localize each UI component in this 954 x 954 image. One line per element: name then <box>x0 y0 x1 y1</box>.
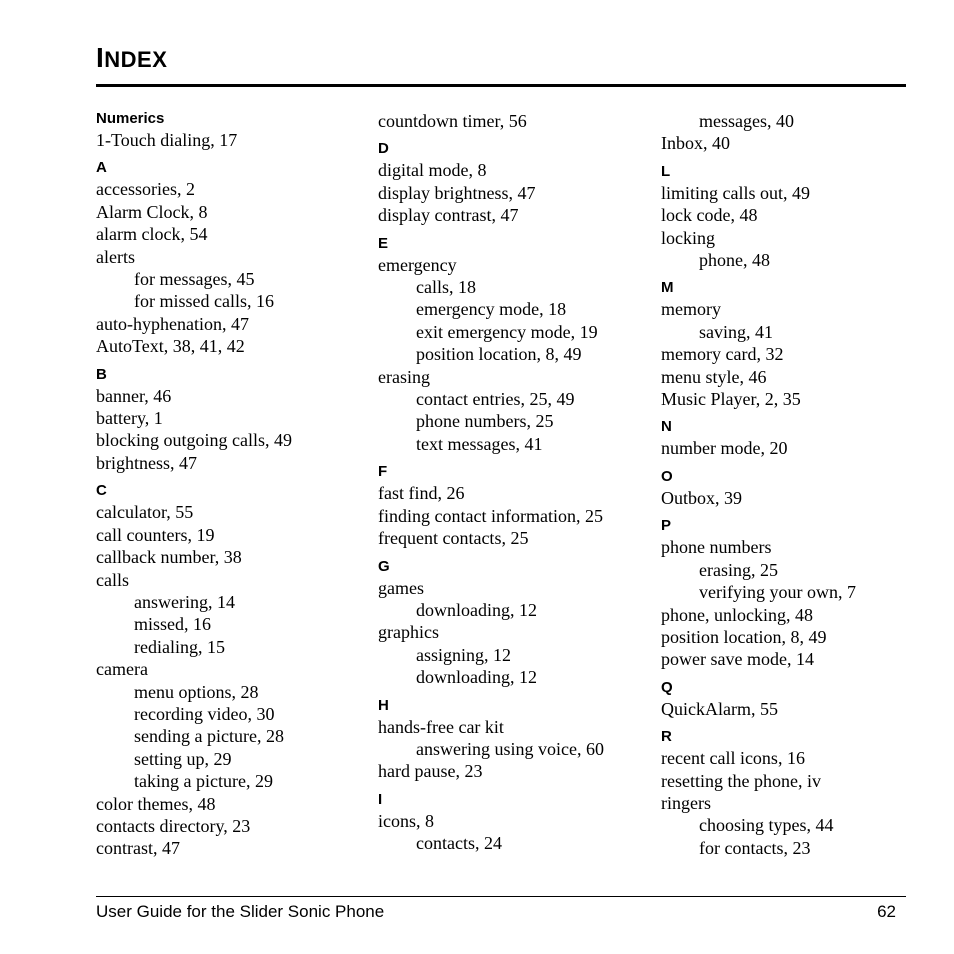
index-entry: alarm clock, 54 <box>96 224 208 245</box>
index-subentry: setting up, 29 <box>134 748 232 769</box>
index-entry: Inbox, 40 <box>661 133 730 154</box>
index-entry: menu style, 46 <box>661 366 767 387</box>
index-subentry: erasing, 25 <box>699 559 778 580</box>
index-entry: lock code, 48 <box>661 205 758 226</box>
index-subentry: assigning, 12 <box>416 644 512 665</box>
index-section-heading: Numerics <box>96 110 165 127</box>
index-entry: contrast, 47 <box>96 838 180 859</box>
index-entry: accessories, 2 <box>96 179 195 200</box>
index-subentry: missed, 16 <box>134 614 212 635</box>
index-section-heading: H <box>378 696 389 714</box>
index-entry: Music Player, 2, 35 <box>661 389 801 410</box>
index-subentry: exit emergency mode, 19 <box>416 321 598 342</box>
page-title <box>96 42 167 74</box>
index-entry: memory <box>661 299 721 320</box>
index-entry: calls <box>96 569 129 590</box>
index-section-heading: R <box>661 728 672 746</box>
index-subentry: for contacts, 23 <box>699 837 811 858</box>
index-entry: phone, unlocking, 48 <box>661 604 813 625</box>
index-entry: camera <box>96 659 148 680</box>
index-subentry: answering, 14 <box>134 591 235 612</box>
index-entry: resetting the phone, iv <box>661 770 821 791</box>
index-entry: auto-hyphenation, 47 <box>96 313 249 334</box>
index-entry: memory card, 32 <box>661 344 784 365</box>
index-subentry: answering using voice, 60 <box>416 738 604 759</box>
index-entry: QuickAlarm, 55 <box>661 698 778 719</box>
index-entry: call counters, 19 <box>96 524 215 545</box>
index-entry: graphics <box>378 622 439 643</box>
index-entry: ringers <box>661 792 711 813</box>
index-entry: power save mode, 14 <box>661 649 814 670</box>
index-entry: brightness, 47 <box>96 452 197 473</box>
index-entry: callback number, 38 <box>96 547 242 568</box>
index-subentry: sending a picture, 28 <box>134 726 284 747</box>
index-entry: finding contact information, 25 <box>378 505 603 526</box>
index-subentry: choosing types, 44 <box>699 815 834 836</box>
index-entry: AutoText, 38, 41, 42 <box>96 336 245 357</box>
page-footer <box>96 902 896 922</box>
index-subentry: verifying your own, 7 <box>699 582 856 603</box>
index-entry: games <box>378 577 424 598</box>
index-subentry: redialing, 15 <box>134 636 225 657</box>
index-column-2 <box>378 110 658 855</box>
index-subentry: recording video, 30 <box>134 703 275 724</box>
index-entry: color themes, 48 <box>96 793 216 814</box>
index-entry: contacts directory, 23 <box>96 815 251 836</box>
index-entry: frequent contacts, 25 <box>378 528 529 549</box>
index-entry: emergency <box>378 254 457 275</box>
index-entry: hard pause, 23 <box>378 761 483 782</box>
index-entry: display brightness, 47 <box>378 182 536 203</box>
index-entry: position location, 8, 49 <box>661 626 827 647</box>
index-section-heading: I <box>378 790 383 808</box>
index-entry: phone numbers <box>661 537 772 558</box>
index-entry: calculator, 55 <box>96 502 194 523</box>
index-entry: recent call icons, 16 <box>661 748 805 769</box>
index-column-3 <box>661 110 941 859</box>
index-subentry: saving, 41 <box>699 321 773 342</box>
index-entry: battery, 1 <box>96 408 163 429</box>
index-entry: Outbox, 39 <box>661 487 742 508</box>
index-section-heading: P <box>661 517 672 535</box>
index-section-heading: B <box>96 365 107 383</box>
index-entry: display contrast, 47 <box>378 205 519 226</box>
index-section-heading: D <box>378 140 389 158</box>
page-title-initial: I <box>96 42 105 73</box>
index-section-heading: O <box>661 467 673 485</box>
index-entry: limiting calls out, 49 <box>661 182 810 203</box>
index-subentry: menu options, 28 <box>134 681 259 702</box>
index-section-heading: M <box>661 279 674 297</box>
index-entry: Alarm Clock, 8 <box>96 201 208 222</box>
index-subentry: messages, 40 <box>699 111 794 131</box>
index-entry: banner, 46 <box>96 385 172 406</box>
index-subentry: contact entries, 25, 49 <box>416 389 575 410</box>
index-section-heading: E <box>378 234 389 252</box>
index-column-1 <box>96 110 376 860</box>
index-entry: blocking outgoing calls, 49 <box>96 430 292 451</box>
index-subentry: downloading, 12 <box>416 599 537 620</box>
index-entry: countdown timer, 56 <box>378 111 527 131</box>
index-subentry: contacts, 24 <box>416 833 502 854</box>
index-entry: erasing <box>378 366 430 387</box>
index-subentry: calls, 18 <box>416 277 476 298</box>
index-section-heading: F <box>378 463 388 481</box>
index-subentry: phone numbers, 25 <box>416 411 554 432</box>
index-entry: locking <box>661 227 715 248</box>
index-subentry: downloading, 12 <box>416 667 537 688</box>
index-entry: hands-free car kit <box>378 716 504 737</box>
index-entry: fast find, 26 <box>378 483 465 504</box>
index-subentry: for missed calls, 16 <box>134 291 274 312</box>
page-title-rest: NDEX <box>104 47 168 72</box>
index-subentry: emergency mode, 18 <box>416 299 567 320</box>
index-entry: 1-Touch dialing, 17 <box>96 130 238 150</box>
index-entry: alerts <box>96 246 135 267</box>
index-section-heading: C <box>96 482 107 500</box>
index-section-heading: L <box>661 162 671 180</box>
index-section-heading: A <box>96 159 107 177</box>
index-subentry: text messages, 41 <box>416 433 543 454</box>
footer-guide-title: User Guide for the Slider Sonic Phone <box>96 902 385 921</box>
index-section-heading: Q <box>661 678 673 696</box>
footer-divider <box>96 896 906 897</box>
index-entry: number mode, 20 <box>661 438 788 459</box>
index-section-heading: N <box>661 418 672 436</box>
title-divider <box>96 84 906 87</box>
index-section-heading: G <box>378 557 390 575</box>
index-subentry: position location, 8, 49 <box>416 344 582 365</box>
index-entry: icons, 8 <box>378 810 434 831</box>
page-number: 62 <box>877 902 896 921</box>
index-subentry: taking a picture, 29 <box>134 771 273 792</box>
index-subentry: phone, 48 <box>699 250 770 271</box>
index-entry: digital mode, 8 <box>378 160 487 181</box>
index-subentry: for messages, 45 <box>134 269 255 290</box>
